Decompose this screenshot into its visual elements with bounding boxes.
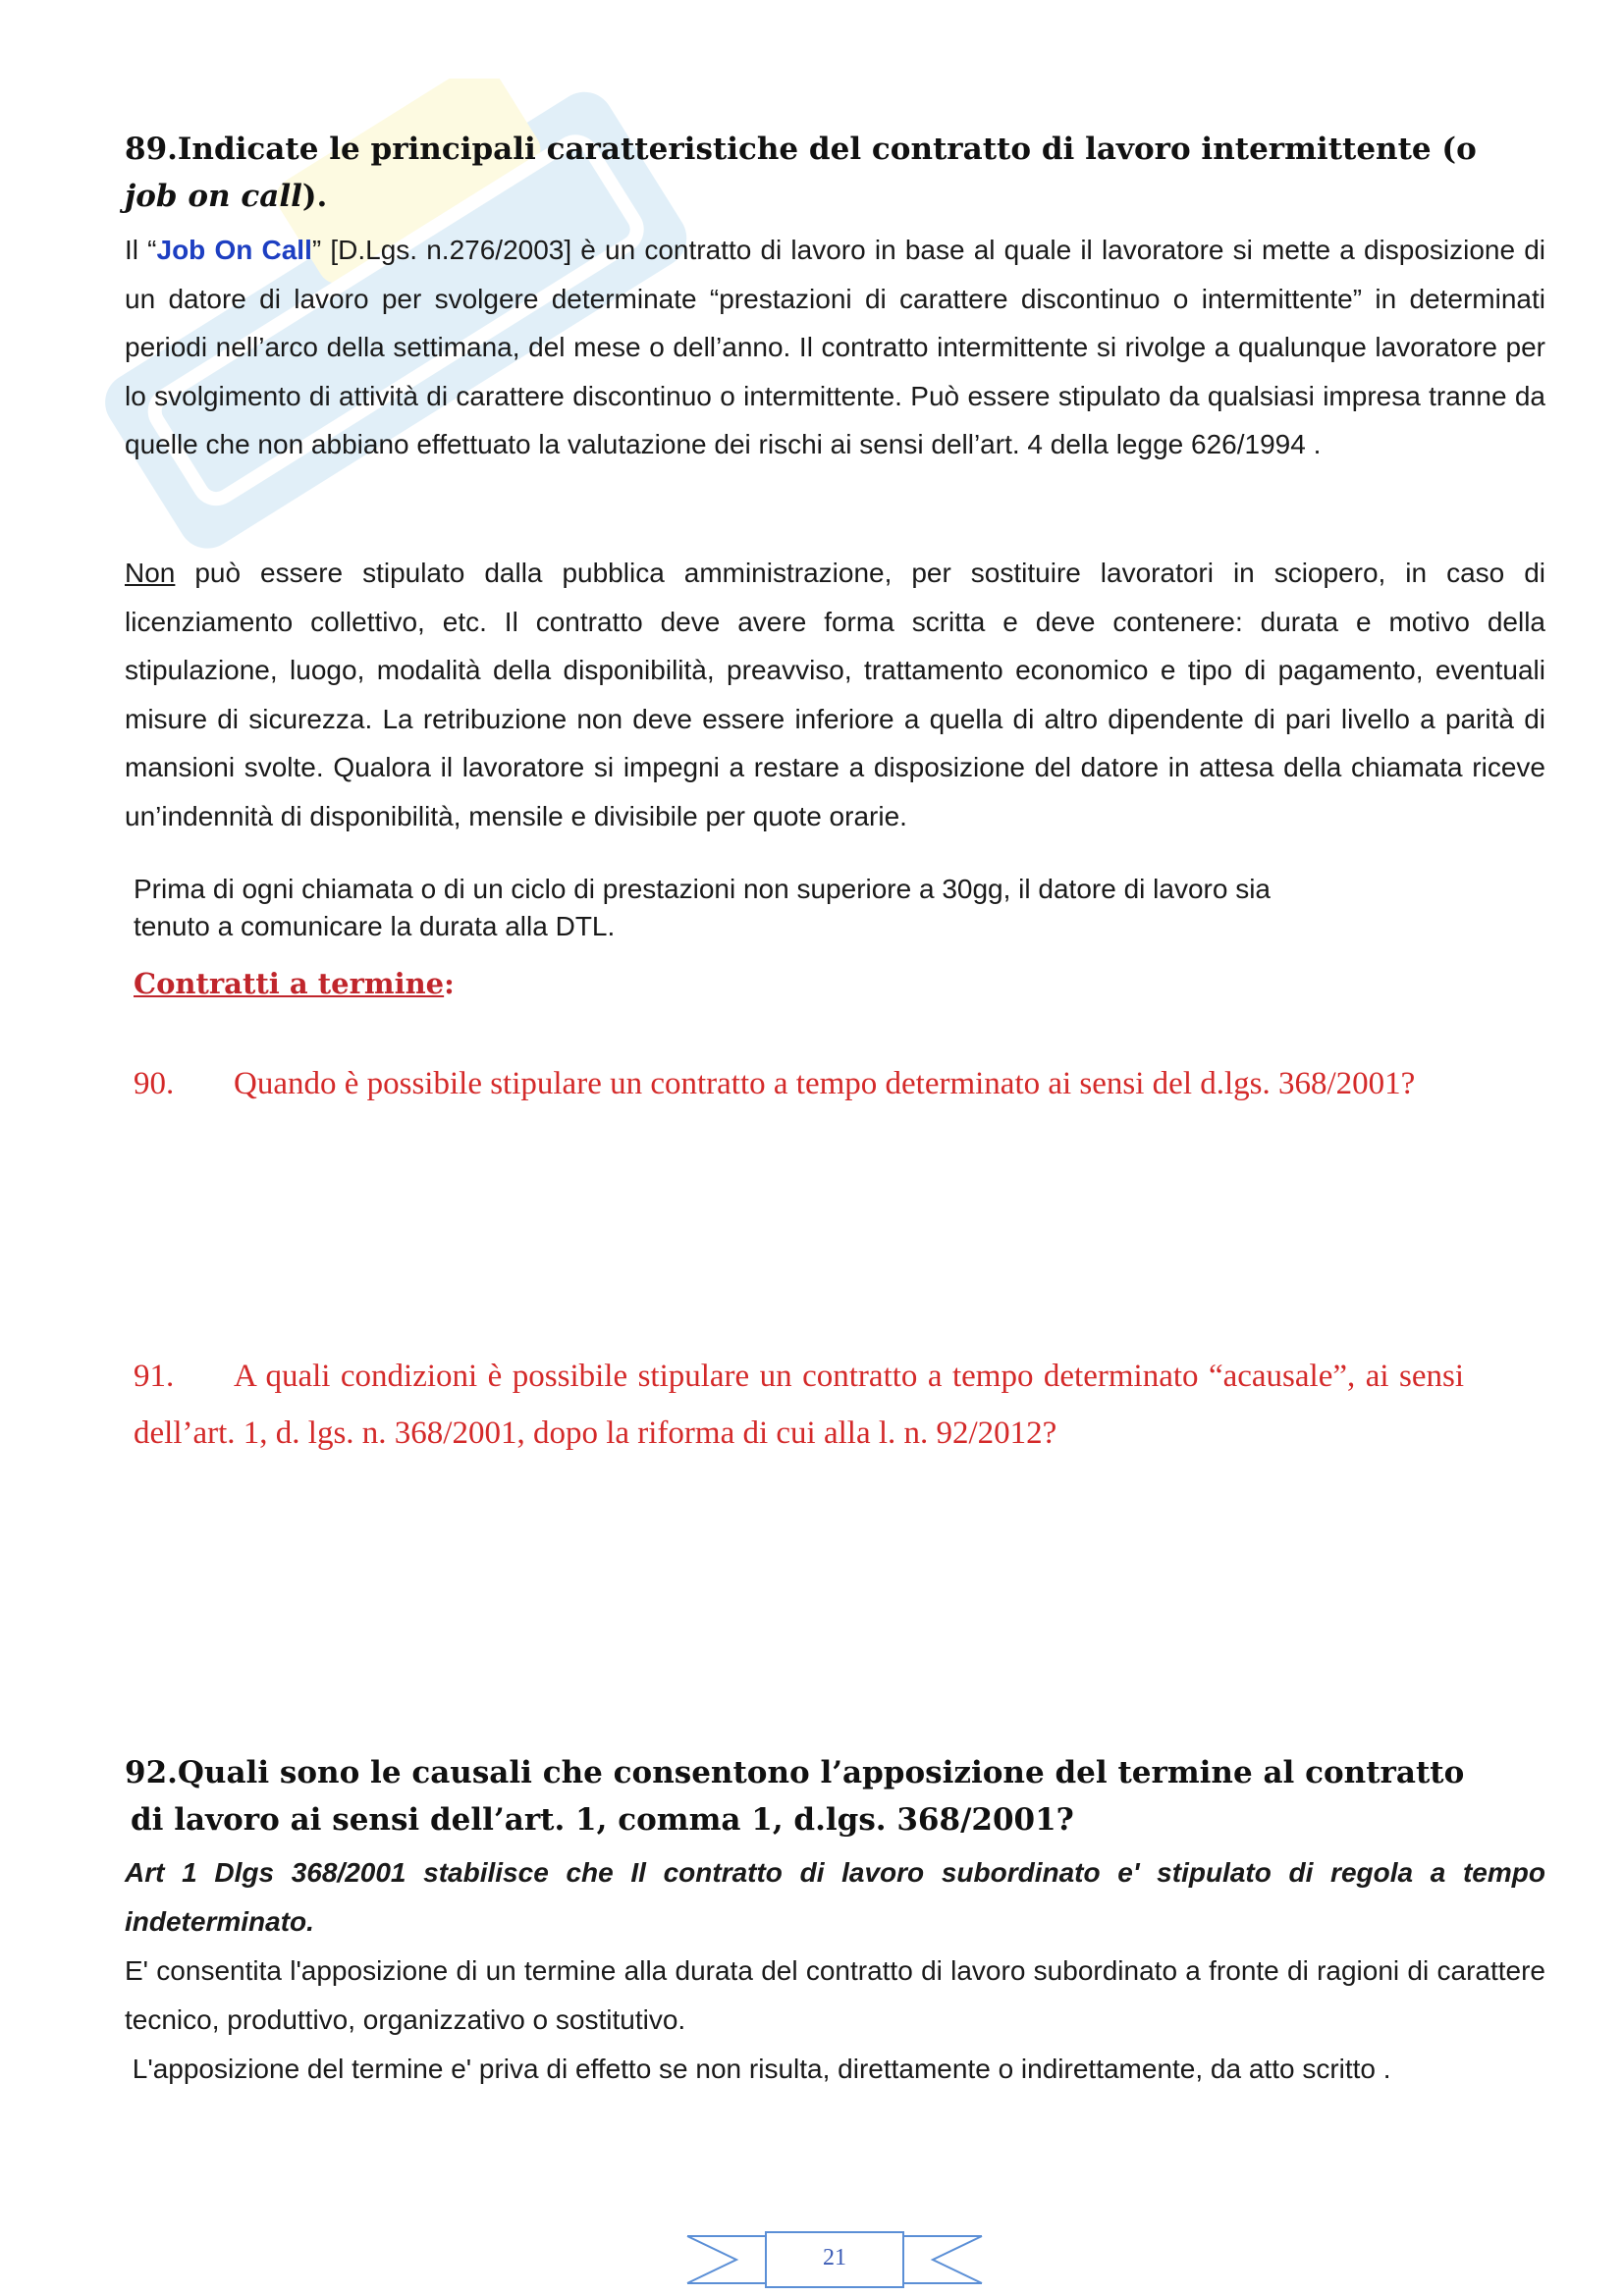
q91-question: 91. A quali condizioni è possibile stipulare un contratto a tempo determinato “acausale”, ai sensi dell’art. 1, d. lgs. n. 368/2001, dopo la riforma di cui alla l. n. 92/2012? <box>134 1348 1464 1462</box>
q90-number: 90. <box>134 1066 175 1101</box>
q89-heading: 89.Indicate le principali caratteristiche del contratto di lavoro intermittente (o job on call). <box>125 132 1477 214</box>
page-number: 21 <box>823 2245 846 2270</box>
q92-paragraph-3: L'apposizione del termine e' priva di effetto se non risulta, direttamente o indirettamente, da atto scritto . <box>125 2054 1391 2084</box>
q89-paragraph-3: Prima di ogni chiamata o di un ciclo di prestazioni non superiore a 30gg, il datore di lavoro sia tenuto a comunicare la durata alla DTL. <box>134 874 1271 941</box>
underlined-non: Non <box>125 558 176 588</box>
q92-paragraph-2: E' consentita l'apposizione di un termine alla durata del contratto di lavoro subordinato a fronte di ragioni di carattere tecnico, produttivo, organizzativo o sostitutivo. <box>125 1955 1545 2035</box>
q89-paragraph-2: Non può essere stipulato dalla pubblica amministrazione, per sostituire lavoratori in sciopero, in caso di licenziamento collettivo, etc. Il contratto deve avere forma scritta e deve contenere: durata e motivo della stipulazione, luogo, modalità della disponibilità, preavviso, trattamento economico e tipo di pagamento, eventuali misure di sicurezza. La retribuzione non deve essere inferiore a quella di altro dipendente di pari livello a parità di mansioni svolte. Qualora il lavoratore si impegni a restare a disposizione del datore in attesa della chiamata riceve un’indennità di disponibilità, mensile e divisibile per quote orarie. <box>125 558 1545 831</box>
q92-heading: 92.Quali sono le causali che consentono l’apposizione del termine al contratto di lavoro ai sensi dell’art. 1, comma 1, d.lgs. 368/2001? <box>125 1755 1465 1838</box>
q90-question: 90. Quando è possibile stipulare un contratto a tempo determinato ai sensi del d.lgs. 368/2001? <box>134 1055 1464 1112</box>
q91-number: 91. <box>134 1359 175 1394</box>
section-title: Contratti a termine: <box>134 967 455 1000</box>
q89-paragraph-1: Il “Job On Call” [D.Lgs. n.276/2003] è un contratto di lavoro in base al quale il lavoratore si mette a disposizione di un datore di lavoro per svolgere determinate “prestazioni di carattere discontinuo o intermittente” in determinati periodi nell’arco della settimana, del mese o dell’anno. Il contratto intermittente si rivolge a qualunque lavoratore per lo svolgimento di attività di carattere discontinuo o intermittente. Può essere stipulato da qualsiasi impresa tranne da quelle che non abbiano effettuato la valutazione dei rischi ai sensi dell’art. 4 della legge 626/1994 . <box>125 235 1546 459</box>
job-on-call-term: Job On Call <box>156 235 312 265</box>
q92-paragraph-1: Art 1 Dlgs 368/2001 stabilisce che Il contratto di lavoro subordinato e' stipulato di regola a tempo indeterminato. <box>125 1857 1545 1937</box>
q89-heading-jobcall: job on call <box>125 179 302 214</box>
